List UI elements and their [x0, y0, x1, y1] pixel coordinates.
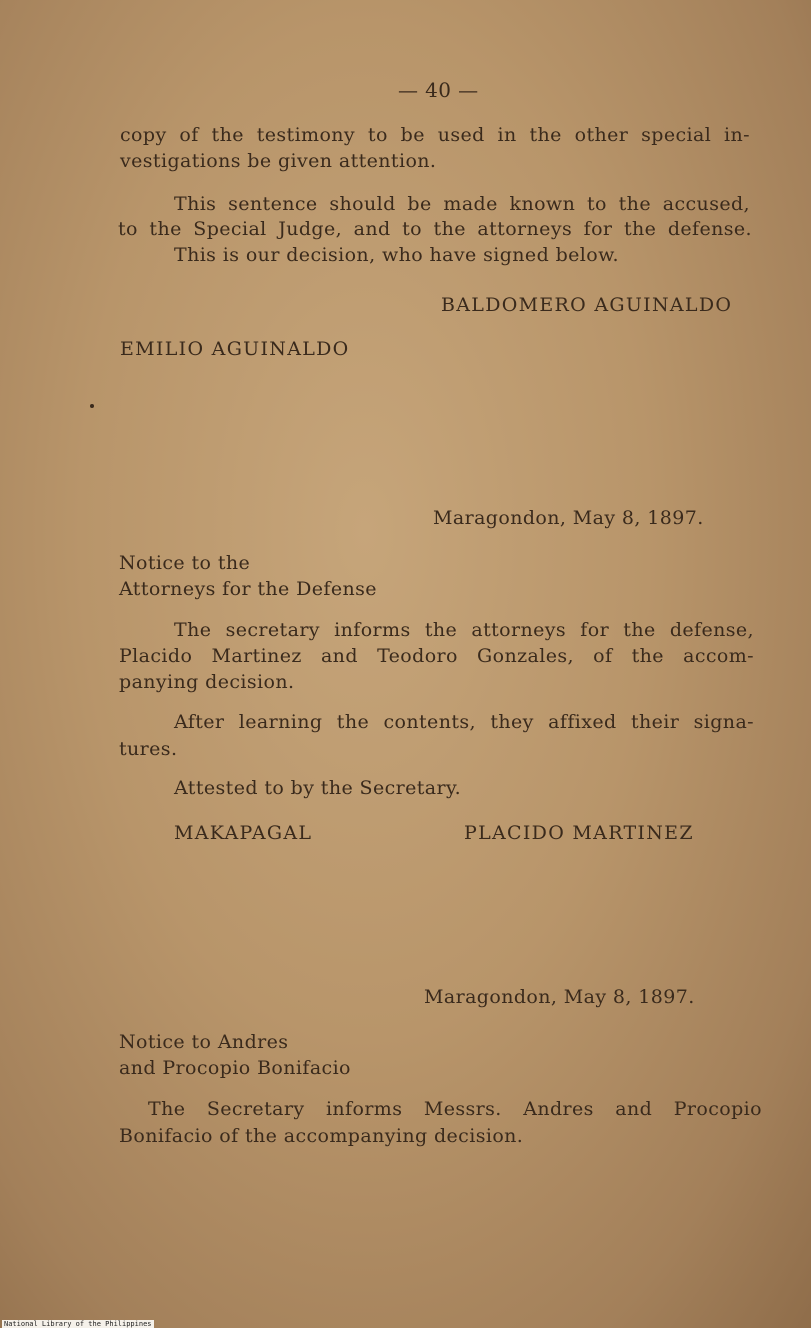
paragraph-2-line-1: This sentence should be made known to the accused,	[174, 193, 750, 215]
notice-2-line-1: Notice to Andres	[119, 1031, 289, 1053]
paragraph-5-line-1: The Secretary informs Messrs. Andres and Procopio	[148, 1098, 762, 1120]
paragraph-5-line-2: Bonifacio of the accompanying decision.	[119, 1125, 524, 1147]
paragraph-3-line-2: Placido Martinez and Teodoro Gonzales, of the accom-	[119, 645, 754, 667]
dateline-1: Maragondon, May 8, 1897.	[433, 507, 704, 529]
page-number: — 40 —	[398, 78, 479, 102]
paragraph-3-line-3: panying decision.	[119, 671, 295, 693]
notice-1-line-2: Attorneys for the Defense	[119, 578, 377, 600]
library-footer: National Library of the Philippines	[4, 1320, 152, 1328]
paragraph-4-line-1: After learning the contents, they affixed their signa-	[174, 711, 754, 733]
ink-speck	[90, 404, 94, 408]
signature-emilio-aguinaldo: EMILIO AGUINALDO	[120, 338, 350, 360]
paragraph-3-line-1: The secretary informs the attorneys for the defense,	[174, 619, 754, 641]
signature-placido-martinez: PLACIDO MARTINEZ	[464, 822, 694, 844]
signature-makapagal: MAKAPAGAL	[174, 822, 313, 844]
paragraph-1-line-1: copy of the testimony to be used in the other special in-	[120, 124, 750, 146]
paragraph-2-line-2: to the Special Judge, and to the attorneys for the defense.	[118, 218, 752, 240]
paragraph-4-line-2: tures.	[119, 738, 178, 760]
dateline-2: Maragondon, May 8, 1897.	[424, 986, 695, 1008]
notice-2-line-2: and Procopio Bonifacio	[119, 1057, 351, 1079]
signature-baldomero-aguinaldo: BALDOMERO AGUINALDO	[441, 294, 733, 316]
attested-line: Attested to by the Secretary.	[174, 777, 462, 799]
paragraph-1-line-2: vestigations be given attention.	[120, 150, 437, 172]
paragraph-2-line-3: This is our decision, who have signed below.	[174, 244, 619, 266]
notice-1-line-1: Notice to the	[119, 552, 251, 574]
